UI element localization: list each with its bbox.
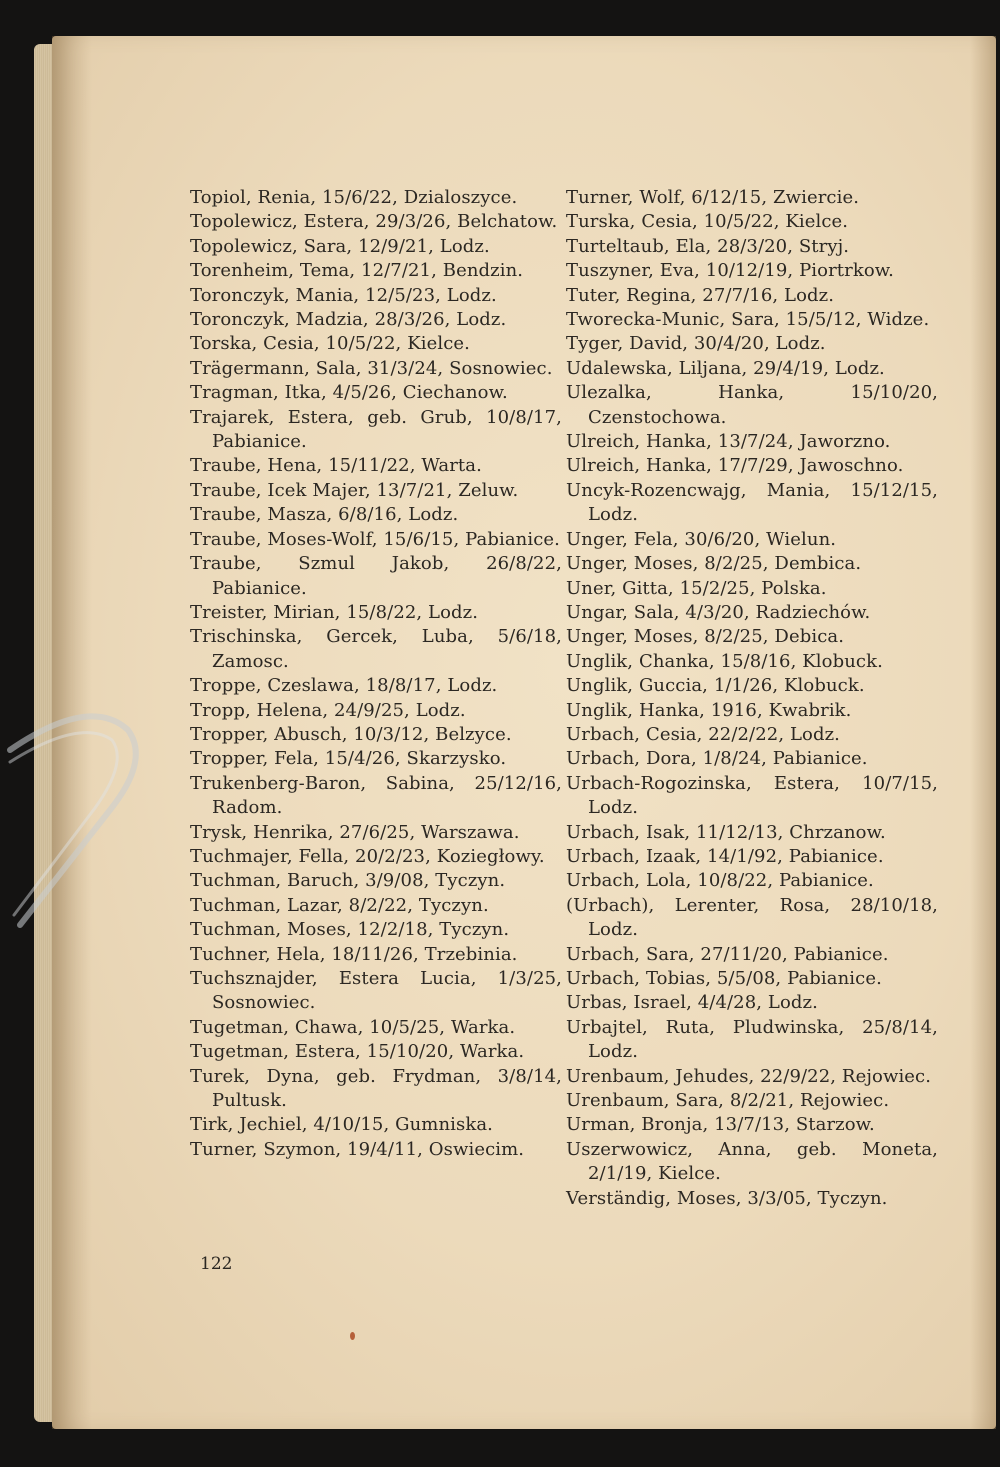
name-entry: Torenheim, Tema, 12/7/21, Bendzin. xyxy=(190,260,524,282)
next-page-edge xyxy=(970,36,996,1429)
name-entry: Tuter, Regina, 27/7/16, Lodz. xyxy=(566,284,835,306)
name-entry: Urbach, Dora, 1/8/24, Pabianice. xyxy=(566,748,868,770)
name-entry: Urbach, Isak, 11/12/13, Chrzanow. xyxy=(566,821,886,843)
name-entry: Tuchman, Lazar, 8/2/22, Tyczyn. xyxy=(190,894,489,916)
spine-shadow xyxy=(52,36,92,1429)
name-entry: (Urbach), Lerenter, Rosa, 28/10/18, Lodz. xyxy=(566,894,938,941)
name-entry: Traube, Moses-Wolf, 15/6/15, Pabianice. xyxy=(190,528,560,550)
name-entry: Uszerwowicz, Anna, geb. Moneta, 2/1/19, Kielce. xyxy=(566,1138,938,1185)
name-entry: Traube, Szmul Jakob, 26/8/22, Pabianice. xyxy=(190,553,562,599)
name-entry: Urman, Bronja, 13/7/13, Starzow. xyxy=(566,1114,875,1136)
name-entry: Ulreich, Hanka, 17/7/29, Jawoschno. xyxy=(566,455,904,477)
name-entry: Tirk, Jechiel, 4/10/15, Gumniska. xyxy=(190,1114,493,1136)
name-entry: Unglik, Hanka, 1916, Kwabrik. xyxy=(566,699,852,721)
name-entry: Unger, Moses, 8/2/25, Debica. xyxy=(566,626,845,648)
name-entry: Tuchsznajder, Estera Lucia, 1/3/25, Sosnowiec. xyxy=(190,968,562,1014)
name-entry: Urbach, Lola, 10/8/22, Pabianice. xyxy=(566,870,874,892)
name-entry: Turner, Szymon, 19/4/11, Oswiecim. xyxy=(190,1138,525,1160)
name-entry: Tropper, Fela, 15/4/26, Skarzysko. xyxy=(190,748,507,770)
name-entry: Torska, Cesia, 10/5/22, Kielce. xyxy=(190,333,470,355)
name-entry: Ulreich, Hanka, 13/7/24, Jaworzno. xyxy=(566,431,891,453)
name-entry: Unglik, Chanka, 15/8/16, Klobuck. xyxy=(566,650,883,672)
name-entry: Tropper, Abusch, 10/3/12, Belzyce. xyxy=(190,723,512,745)
name-entry: Verständig, Moses, 3/3/05, Tyczyn. xyxy=(566,1187,888,1209)
name-entry: Urbach, Izaak, 14/1/92, Pabianice. xyxy=(566,845,884,867)
name-entry: Turner, Wolf, 6/12/15, Zwiercie. xyxy=(566,187,860,208)
left-column xyxy=(190,186,562,1162)
name-entry: Tyger, David, 30/4/20, Lodz. xyxy=(566,333,826,355)
name-entry: Traube, Icek Majer, 13/7/21, Zeluw. xyxy=(190,479,519,501)
name-entry: Urbach, Tobias, 5/5/08, Pabianice. xyxy=(566,968,882,989)
name-entry: Tugetman, Chawa, 10/5/25, Warka. xyxy=(190,1016,516,1038)
name-entry: Ungar, Sala, 4/3/20, Radziechów. xyxy=(566,601,871,623)
name-entry: Tragman, Itka, 4/5/26, Ciechanow. xyxy=(190,382,508,404)
name-entry: Toronczyk, Madzia, 28/3/26, Lodz. xyxy=(190,309,507,331)
name-entry: Turteltaub, Ela, 28/3/20, Stryj. xyxy=(566,235,850,257)
name-entry: Unger, Moses, 8/2/25, Dembica. xyxy=(566,553,862,575)
name-entry: Tugetman, Estera, 15/10/20, Warka. xyxy=(190,1041,525,1063)
name-entry: Urbajtel, Ruta, Pludwinska, 25/8/14, Lodz. xyxy=(566,1016,938,1063)
name-entry: Turska, Cesia, 10/5/22, Kielce. xyxy=(566,211,849,233)
name-entry: Uncyk-Rozencwajg, Mania, 15/12/15, Lodz. xyxy=(566,479,938,526)
book-page xyxy=(52,36,996,1429)
right-column xyxy=(566,186,938,1211)
name-entry: Tuchman, Moses, 12/2/18, Tyczyn. xyxy=(190,919,510,941)
name-entry: Trukenberg-Baron, Sabina, 25/12/16, Radom. xyxy=(190,772,562,819)
name-entry: Urbach, Cesia, 22/2/22, Lodz. xyxy=(566,723,840,745)
name-entry: Tuchner, Hela, 18/11/26, Trzebinia. xyxy=(190,943,518,965)
name-entry: Topiol, Renia, 15/6/22, Dzialoszyce. xyxy=(190,187,518,208)
name-entry: Urenbaum, Jehudes, 22/9/22, Rejowiec. xyxy=(566,1065,932,1087)
name-entry: Traube, Masza, 6/8/16, Lodz. xyxy=(190,504,459,526)
name-entry: Urbach-Rogozinska, Estera, 10/7/15, Lodz. xyxy=(566,772,938,819)
name-entry: Trysk, Henrika, 27/6/25, Warszawa. xyxy=(190,821,520,843)
name-entry: Topolewicz, Estera, 29/3/26, Belchatow. xyxy=(190,211,558,233)
name-entry: Tuszyner, Eva, 10/12/19, Piortrkow. xyxy=(566,260,894,282)
name-entry: Urenbaum, Sara, 8/2/21, Rejowiec. xyxy=(566,1090,890,1112)
name-entry: Unglik, Guccia, 1/1/26, Klobuck. xyxy=(566,675,865,697)
ink-speck xyxy=(350,1332,355,1340)
name-entry: Trischinska, Gercek, Luba, 5/6/18, Zamosc. xyxy=(190,626,562,672)
name-entry: Urbas, Israel, 4/4/28, Lodz. xyxy=(566,992,818,1014)
name-entry: Turek, Dyna, geb. Frydman, 3/8/14, Pultusk. xyxy=(190,1065,562,1112)
name-entry: Tuchman, Baruch, 3/9/08, Tyczyn. xyxy=(190,870,506,892)
page-number: 122 xyxy=(200,1254,233,1274)
name-entry: Tuchmajer, Fella, 20/2/23, Koziegłowy. xyxy=(190,845,545,867)
name-entry: Uner, Gitta, 15/2/25, Polska. xyxy=(566,577,827,599)
name-entry: Trägermann, Sala, 31/3/24, Sosnowiec. xyxy=(190,357,553,379)
name-entry: Unger, Fela, 30/6/20, Wielun. xyxy=(566,528,837,550)
name-entry: Tworecka-Munic, Sara, 15/5/12, Widze. xyxy=(566,309,930,331)
name-entry: Udalewska, Liljana, 29/4/19, Lodz. xyxy=(566,357,885,379)
name-entry: Topolewicz, Sara, 12/9/21, Lodz. xyxy=(190,235,490,257)
name-entry: Ulezalka, Hanka, 15/10/20, Czenstochowa. xyxy=(566,382,938,428)
name-entry: Traube, Hena, 15/11/22, Warta. xyxy=(190,455,482,477)
name-entry: Trajarek, Estera, geb. Grub, 10/8/17, Pabianice. xyxy=(190,406,562,453)
name-entry: Toronczyk, Mania, 12/5/23, Lodz. xyxy=(190,284,497,306)
name-entry: Urbach, Sara, 27/11/20, Pabianice. xyxy=(566,943,889,965)
name-entry: Troppe, Czeslawa, 18/8/17, Lodz. xyxy=(190,675,498,697)
name-entry: Treister, Mirian, 15/8/22, Lodz. xyxy=(190,601,479,623)
name-entry: Tropp, Helena, 24/9/25, Lodz. xyxy=(190,699,466,721)
